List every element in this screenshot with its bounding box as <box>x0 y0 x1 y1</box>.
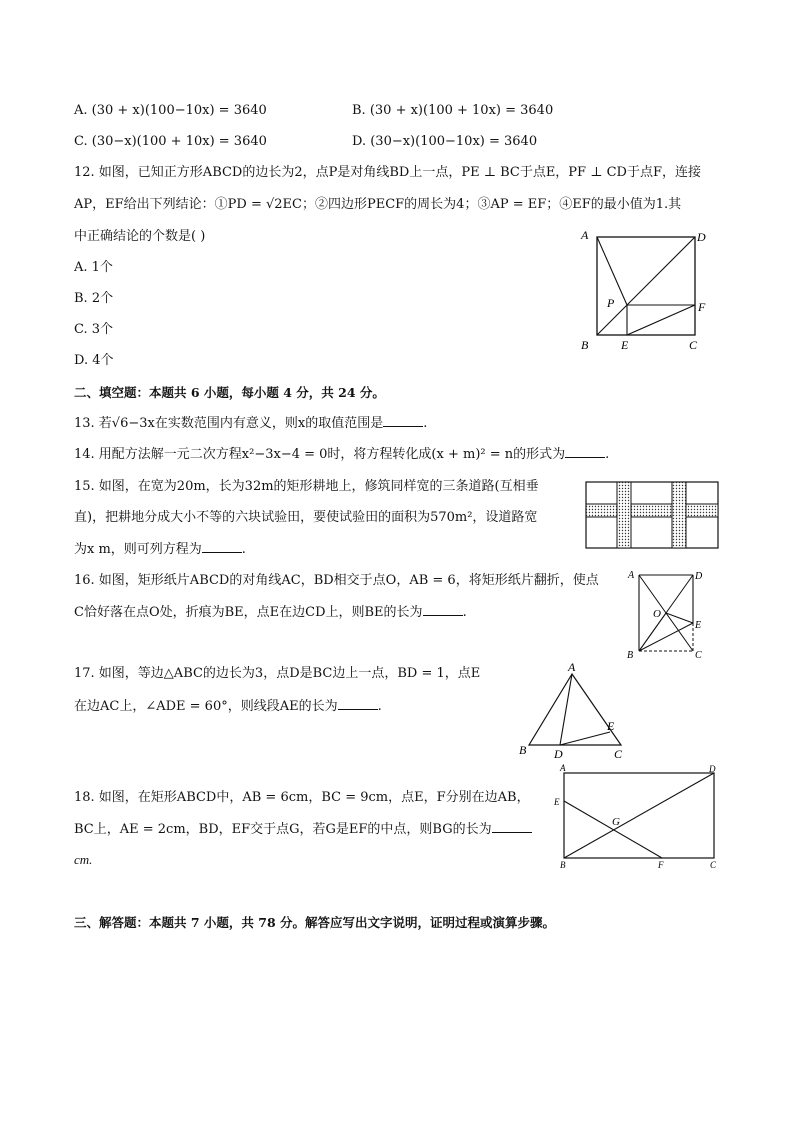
q15-line3 <box>74 540 246 559</box>
q17-label-a: A <box>568 660 576 674</box>
q12-figure-square <box>575 225 715 355</box>
q16-label-d: D <box>695 571 703 582</box>
q17-label-b: B <box>519 743 527 757</box>
q15-end: . <box>241 542 246 557</box>
q18-line2 <box>74 820 532 839</box>
q16-label-o: O <box>653 608 661 620</box>
q13-end: . <box>423 416 428 431</box>
q18-label-e: E <box>554 797 560 807</box>
q11-option-d: D. (30−x)(100−10x) = 3640 <box>352 134 538 149</box>
q18-figure-rectangle <box>552 763 724 873</box>
q13-answer-blank[interactable] <box>383 414 423 427</box>
q14-end: . <box>605 447 610 462</box>
q11-option-a: A. (30 + x)(100−10x) = 3640 <box>74 103 267 118</box>
q12-label-b: B <box>581 338 589 352</box>
q18-label-f: F <box>658 860 664 870</box>
q16-figure-rectangle <box>625 567 720 665</box>
q17-text-line2: 在边AC上，∠ADE = 60°，则线段AE的长为 <box>74 699 338 714</box>
q12-label-e: E <box>621 338 629 352</box>
q13-line <box>74 414 427 433</box>
q12-option-a: A. 1个 <box>74 260 113 275</box>
q16-label-c: C <box>695 650 702 661</box>
q18-text-line3: cm. <box>74 852 93 867</box>
q18-label-g: G <box>612 816 620 828</box>
q15-text-line2: 直)，把耕地分成大小不等的六块试验田，要使试验田的面积为570m²，设道路宽 <box>74 510 538 525</box>
q16-label-a: A <box>628 570 635 581</box>
q17-label-d: D <box>554 747 563 761</box>
q12-text-line2: AP，EF给出下列结论：①PD = √2EC；②四边形PECF的周长为4；③AP = EF；④EF的最小值为1.其 <box>74 197 682 212</box>
section-2-heading: 二、填空题：本题共 6 小题，每小题 4 分，共 24 分。 <box>74 385 385 400</box>
q15-text-line3: 为x m，则可列方程为 <box>74 542 202 557</box>
section-3-heading: 三、解答题：本题共 7 小题，共 78 分。解答应写出文字说明，证明过程或演算步骤。 <box>74 915 556 930</box>
q14-line <box>74 445 609 464</box>
q18-answer-blank[interactable] <box>492 820 532 833</box>
q11-option-b: B. (30 + x)(100 + 10x) = 3640 <box>352 103 554 118</box>
q11-option-c: C. (30−x)(100 + 10x) = 3640 <box>74 134 267 149</box>
q12-text-line1: 12. 如图，已知正方形ABCD的边长为2，点P是对角线BD上一点，PE ⊥ BC于点E，PF ⊥ CD于点F，连接 <box>74 165 701 180</box>
q16-line2 <box>74 603 467 622</box>
q17-text-line1: 17. 如图，等边△ABC的边长为3，点D是BC边上一点，BD = 1，点E <box>74 666 481 681</box>
q12-text-line3: 中正确结论的个数是( ) <box>74 229 206 244</box>
q18-label-c: C <box>710 860 717 870</box>
q12-label-f: F <box>698 300 706 314</box>
q12-option-d: D. 4个 <box>74 353 114 368</box>
q16-end: . <box>462 605 467 620</box>
q15-answer-blank[interactable] <box>202 540 242 553</box>
q17-answer-blank[interactable] <box>338 697 378 710</box>
q17-end: . <box>377 699 382 714</box>
q17-label-c: C <box>614 747 623 761</box>
q16-text-line2: C恰好落在点O处，折痕为BE，点E在边CD上，则BE的长为 <box>74 605 423 620</box>
q12-label-a: A <box>581 228 589 242</box>
q12-option-c: C. 3个 <box>74 322 114 337</box>
q12-label-c: C <box>689 338 698 352</box>
q16-text-line1: 16. 如图，矩形纸片ABCD的对角线AC，BD相交于点O，AB = 6，将矩形纸片翻折，使点 <box>74 573 599 588</box>
q18-label-a: A <box>560 763 566 773</box>
q15-text-line1: 15. 如图，在宽为20m，长为32m的矩形耕地上，修筑同样宽的三条道路(互相垂 <box>74 479 539 494</box>
q16-label-e: E <box>695 620 702 631</box>
q17-line2 <box>74 697 382 716</box>
q12-label-d: D <box>697 230 706 244</box>
q18-label-b: B <box>560 860 566 870</box>
q15-figure-field <box>585 481 719 549</box>
q13-text: 13. 若√6−3x在实数范围内有意义，则x的取值范围是 <box>74 416 384 431</box>
q18-label-d: D <box>709 764 716 774</box>
q18-text-line1: 18. 如图，在矩形ABCD中，AB = 6cm，BC = 9cm，点E，F分别在边AB， <box>74 790 530 805</box>
q18-text-line2: BC上，AE = 2cm，BD，EF交于点G，若G是EF的中点，则BG的长为 <box>74 822 492 837</box>
q14-text: 14. 用配方法解一元二次方程x²−3x−4 = 0时，将方程转化成(x + m)² = n的形式为 <box>74 447 566 462</box>
q12-label-p: P <box>607 296 615 310</box>
q17-figure-triangle <box>515 660 630 760</box>
q17-label-e: E <box>607 719 615 733</box>
q12-option-b: B. 2个 <box>74 291 114 306</box>
q14-answer-blank[interactable] <box>565 445 605 458</box>
q16-label-b: B <box>627 650 634 661</box>
q16-answer-blank[interactable] <box>423 603 463 616</box>
